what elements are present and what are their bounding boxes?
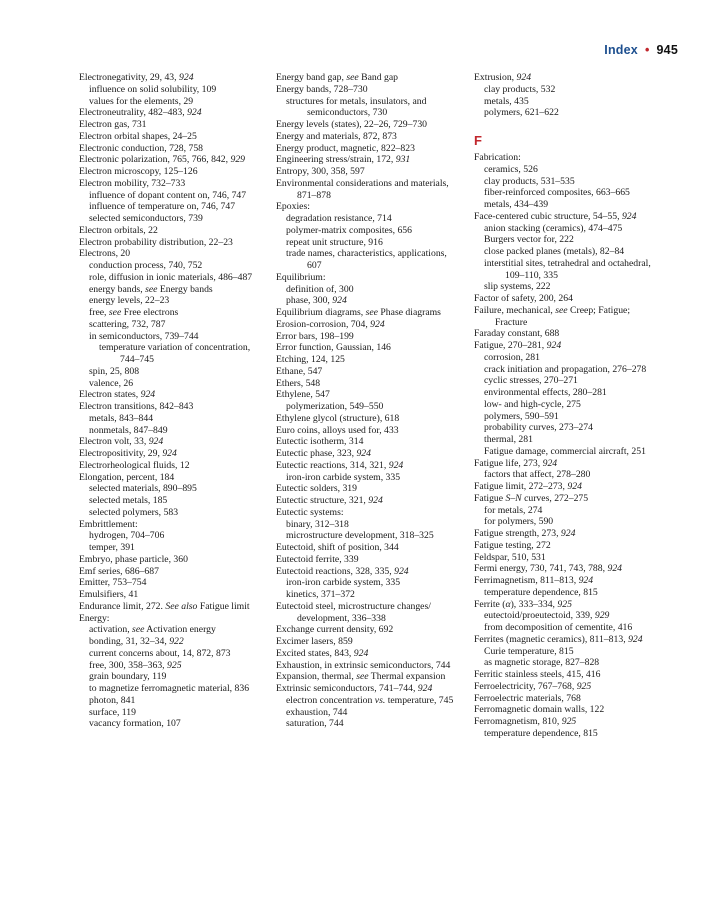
index-subentry: free, see Free electrons (89, 307, 179, 318)
index-entry: Ferrimagnetism, 811–813, 924 (474, 575, 594, 586)
index-column-1 (79, 72, 261, 730)
index-entry: Electropositivity, 29, 924 (79, 448, 177, 459)
index-subentry: selected semiconductors, 739 (89, 213, 203, 224)
index-subentry: conduction process, 740, 752 (89, 260, 203, 271)
index-subentry: metals, 434–439 (484, 199, 549, 210)
index-entry: Excimer lasers, 859 (276, 636, 353, 647)
index-subentry: clay products, 532 (484, 83, 556, 95)
index-entry: Electron volt, 33, 924 (79, 436, 164, 448)
index-entry: Energy product, magnetic, 822–823 (276, 142, 415, 154)
index-subentry: anion stacking (ceramics), 474–475 (484, 222, 623, 234)
index-entry: Embrittlement: (79, 518, 138, 530)
index-subentry: influence on solid solubility, 109 (89, 83, 217, 95)
index-subentry: photon, 841 (89, 694, 136, 706)
index-entry: Fatigue life, 273, 924 (474, 457, 558, 469)
index-entry: Faraday constant, 688 (474, 328, 560, 340)
index-subentry: energy levels, 22–23 (89, 295, 170, 307)
index-entry: Emulsifiers, 41 (79, 589, 139, 600)
index-subentry: selected materials, 890–895 (89, 483, 197, 495)
index-entry: Ethylene glycol (structure), 618 (276, 412, 400, 424)
index-entry: Ethane, 547 (276, 365, 323, 377)
index-entry: Fatigue, 270–281, 924 (474, 340, 562, 351)
index-entry: Energy bands, 728–730 (276, 83, 368, 95)
index-entry: Excited states, 843, 924 (276, 647, 369, 659)
index-subentry: surface, 119 (89, 706, 136, 718)
index-entry: Error bars, 198–199 (276, 330, 354, 342)
index-entry: Fatigue testing, 272 (474, 539, 551, 551)
index-entry: Eutectic systems: (276, 506, 344, 518)
index-entry: Eutectoid steel, microstructure changes/ development, 336–338 (276, 600, 431, 624)
index-entry: Feldspar, 510, 531 (474, 551, 546, 563)
index-subentry: slip systems, 222 (484, 281, 551, 293)
index-subentry: as magnetic storage, 827–828 (484, 657, 600, 669)
index-entry: Exhaustion, in extrinsic semiconductors, 744 (276, 659, 451, 671)
index-entry: Endurance limit, 272. See also Fatigue limit (79, 600, 250, 612)
index-subentry: activation, see Activation energy (89, 624, 216, 636)
index-subentry: current concerns about, 14, 872, 873 (89, 647, 231, 659)
index-entry: Emitter, 753–754 (79, 577, 147, 589)
index-subentry: vacancy formation, 107 (89, 718, 181, 730)
index-subentry: exhaustion, 744 (286, 706, 348, 718)
index-entry: Eutectoid reactions, 328, 335, 924 (276, 565, 409, 577)
index-entry: Environmental considerations and materials, 871–878 (276, 177, 449, 201)
index-subentry: influence of dopant content on, 746, 747 (89, 189, 247, 201)
index-entry: Elongation, percent, 184 (79, 471, 175, 483)
index-entry: Eutectic phase, 323, 924 (276, 448, 371, 459)
index-subentry: hydrogen, 704–706 (89, 530, 165, 542)
index-subentry: for metals, 274 (484, 504, 543, 516)
index-subentry: energy bands, see Energy bands (89, 283, 213, 295)
index-entry: Energy: (79, 612, 110, 624)
index-entry: Ethers, 548 (276, 377, 321, 389)
index-entry: Energy band gap, see Band gap (276, 72, 398, 83)
index-subentry: values for the elements, 29 (89, 95, 194, 107)
index-subentry: kinetics, 371–372 (286, 589, 355, 600)
index-subentry: degradation resistance, 714 (286, 213, 392, 224)
index-subentry: structures for metals, insulators, and semiconductors, 730 (286, 95, 427, 119)
index-entry: Factor of safety, 200, 264 (474, 293, 573, 304)
index-subentry: interstitial sites, tetrahedral and octahedral, 109–110, 335 (484, 257, 651, 281)
index-entry: Electroneutrality, 482–483, 924 (79, 107, 202, 119)
index-entry: Emf series, 686–687 (79, 565, 159, 577)
index-entry: Eutectic reactions, 314, 321, 924 (276, 459, 404, 471)
index-entry: Erosion-corrosion, 704, 924 (276, 318, 385, 330)
index-subentry: bonding, 31, 32–34, 922 (89, 636, 184, 647)
index-subentry: grain boundary, 119 (89, 671, 167, 683)
index-entry: Ferrites (magnetic ceramics), 811–813, 924 (474, 633, 643, 645)
index-subentry: from decomposition of cementite, 416 (484, 622, 633, 633)
index-entry: Exchange current density, 692 (276, 624, 394, 636)
index-subentry: corrosion, 281 (484, 351, 540, 363)
index-entry: Eutectoid, shift of position, 344 (276, 542, 399, 553)
index-subentry: polymers, 590–591 (484, 410, 559, 422)
index-entry: Eutectic isotherm, 314 (276, 436, 364, 448)
index-subentry: close packed planes (metals), 82–84 (484, 246, 625, 257)
index-entry: Ferroelectric materials, 768 (474, 692, 581, 704)
index-entry: Ethylene, 547 (276, 389, 330, 401)
index-subentry: free, 300, 358–363, 925 (89, 659, 182, 671)
index-entry: Fatigue limit, 272–273, 924 (474, 481, 582, 492)
index-entry: Electron mobility, 732–733 (79, 177, 186, 189)
index-subentry: repeat unit structure, 916 (286, 236, 383, 248)
index-entry: Fabrication: (474, 152, 521, 163)
page-header (604, 43, 678, 57)
index-subentry: to magnetize ferromagnetic material, 836 (89, 683, 250, 694)
index-entry: Extrinsic semiconductors, 741–744, 924 (276, 683, 433, 694)
index-entry: Eutectoid ferrite, 339 (276, 553, 359, 565)
index-entry: Equilibrium: (276, 271, 326, 283)
index-subentry: binary, 312–318 (286, 518, 349, 530)
index-entry: Fermi energy, 730, 741, 743, 788, 924 (474, 563, 622, 575)
index-entry: Face-centered cubic structure, 54–55, 924 (474, 210, 637, 222)
index-entry: Energy levels (states), 22–26, 729–730 (276, 119, 428, 130)
index-entry: Ferrite (α), 333–334, 925 (474, 598, 572, 610)
index-subentry: selected polymers, 583 (89, 506, 179, 518)
index-entry: Equilibrium diagrams, see Phase diagrams (276, 307, 441, 318)
index-entry: Euro coins, alloys used for, 433 (276, 424, 399, 436)
index-subentry: factors that affect, 278–280 (484, 469, 591, 481)
index-entry: Electrorheological fluids, 12 (79, 459, 190, 471)
index-subentry: temper, 391 (89, 542, 135, 553)
index-subentry: temperature dependence, 815 (484, 727, 598, 739)
index-entry: Engineering stress/strain, 172, 931 (276, 154, 411, 166)
index-subentry: in semiconductors, 739–744 (89, 330, 199, 342)
index-entry: Expansion, thermal, see Thermal expansion (276, 671, 446, 683)
index-subentry: role, diffusion in ionic materials, 486–487 (89, 271, 253, 283)
index-subentry: definition of, 300 (286, 283, 354, 295)
index-subentry: valence, 26 (89, 377, 134, 389)
header-bullet: • (644, 43, 650, 57)
index-label: Index (604, 43, 638, 57)
index-subentry: polymers, 621–622 (484, 107, 559, 119)
index-subentry: probability curves, 273–274 (484, 422, 593, 434)
index-subentry: cyclic stresses, 270–271 (484, 375, 578, 387)
index-subentry: microstructure development, 318–325 (286, 530, 434, 542)
index-entry: Electron gas, 731 (79, 119, 147, 130)
index-subentry: saturation, 744 (286, 718, 344, 730)
index-column-3 (474, 72, 656, 740)
index-entry: Entropy, 300, 358, 597 (276, 166, 365, 177)
index-entry: Eutectic structure, 321, 924 (276, 495, 383, 506)
index-subentry: thermal, 281 (484, 434, 533, 445)
index-subentry: temperature variation of concentration, 744–745 (99, 342, 251, 365)
index-entry: Error function, Gaussian, 146 (276, 342, 391, 354)
index-subentry: spin, 25, 808 (89, 365, 140, 377)
index-subentry: trade names, characteristics, applications, 607 (286, 248, 447, 271)
index-entry: Fatigue S–N curves, 272–275 (474, 492, 589, 504)
index-entry: Embryo, phase particle, 360 (79, 553, 188, 565)
index-entry: Electron transitions, 842–843 (79, 401, 194, 412)
index-subentry: metals, 843–844 (89, 412, 154, 424)
index-subentry: eutectoid/proeutectoid, 339, 929 (484, 610, 610, 622)
index-entry: Electron orbital shapes, 24–25 (79, 130, 197, 142)
index-subentry: clay products, 531–535 (484, 175, 575, 187)
index-entry: Epoxies: (276, 201, 310, 213)
index-entry: Ferroelectricity, 767–768, 925 (474, 680, 592, 692)
index-subentry: polymerization, 549–550 (286, 401, 384, 412)
index-entry: Ferromagnetic domain walls, 122 (474, 704, 605, 716)
index-entry: Energy and materials, 872, 873 (276, 130, 397, 142)
index-entry: Electron orbitals, 22 (79, 224, 158, 236)
index-subentry: scattering, 732, 787 (89, 318, 166, 330)
index-entry: Electronic polarization, 765, 766, 842, 929 (79, 154, 245, 166)
index-subentry: metals, 435 (484, 95, 529, 107)
index-entry: Failure, mechanical, see Creep; Fatigue; Fracture (474, 304, 631, 328)
index-entry: Electronic conduction, 728, 758 (79, 142, 204, 154)
index-entry: Electronegativity, 29, 43, 924 (79, 72, 194, 83)
index-subentry: selected metals, 185 (89, 495, 168, 506)
index-subentry: for polymers, 590 (484, 516, 554, 528)
page-number: 945 (656, 43, 678, 57)
index-entry: Electron microscopy, 125–126 (79, 166, 198, 177)
index-subentry: temperature dependence, 815 (484, 586, 598, 598)
index-subentry: electron concentration vs. temperature, 745 (286, 694, 454, 706)
index-subentry: fiber-reinforced composites, 663–665 (484, 187, 630, 199)
index-subentry: Fatigue damage, commercial aircraft, 251 (484, 445, 646, 457)
index-subentry: iron-iron carbide system, 335 (286, 577, 401, 589)
index-entry: Ferromagnetism, 810, 925 (474, 716, 577, 727)
index-subentry: low- and high-cycle, 275 (484, 398, 581, 410)
index-subentry: Curie temperature, 815 (484, 645, 574, 657)
section-letter: F (474, 133, 482, 148)
index-column-2 (276, 72, 458, 730)
index-entry: Extrusion, 924 (474, 72, 532, 83)
index-entry: Electron states, 924 (79, 389, 156, 401)
index-subentry: crack initiation and propagation, 276–278 (484, 363, 647, 375)
index-entry: Eutectic solders, 319 (276, 483, 357, 495)
index-subentry: nonmetals, 847–849 (89, 424, 168, 436)
index-entry: Etching, 124, 125 (276, 354, 345, 365)
index-entry: Electrons, 20 (79, 248, 131, 260)
index-entry: Electron probability distribution, 22–23 (79, 236, 233, 248)
index-subentry: iron-iron carbide system, 335 (286, 471, 401, 483)
index-subentry: environmental effects, 280–281 (484, 387, 607, 398)
index-subentry: Burgers vector for, 222 (484, 234, 574, 246)
index-subentry: polymer-matrix composites, 656 (286, 224, 412, 236)
index-subentry: phase, 300, 924 (286, 295, 347, 307)
index-entry: Ferritic stainless steels, 415, 416 (474, 669, 601, 680)
index-subentry: ceramics, 526 (484, 163, 538, 175)
index-entry: Fatigue strength, 273, 924 (474, 528, 576, 539)
index-subentry: influence of temperature on, 746, 747 (89, 201, 236, 213)
